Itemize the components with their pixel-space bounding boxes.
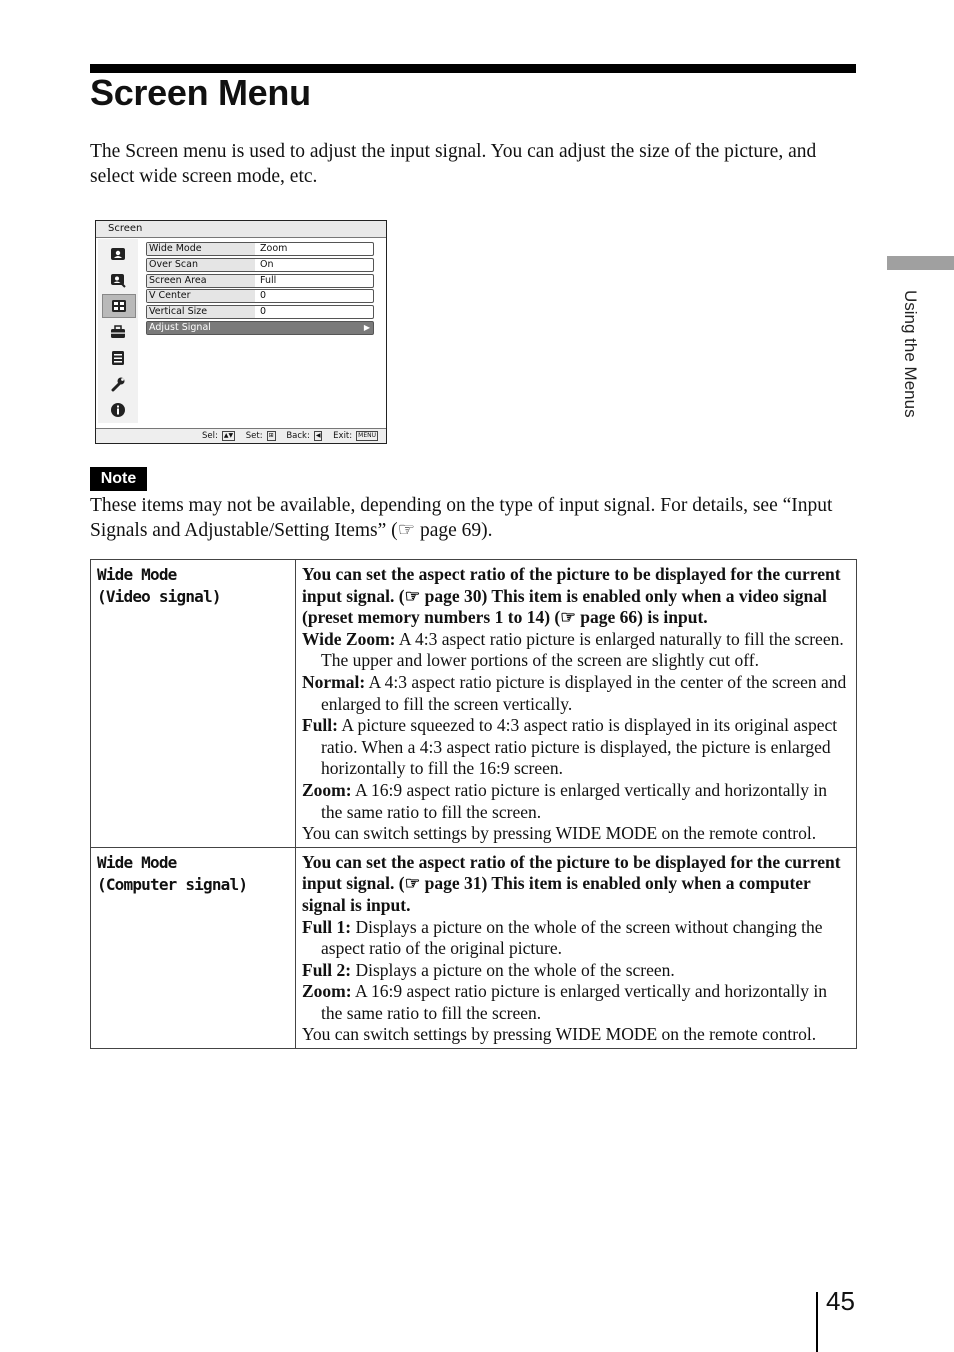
menu-icon-column — [98, 239, 138, 423]
menu-key-guide — [96, 428, 386, 443]
menu-settings-list — [146, 242, 374, 337]
guide-exit: Exit: MENU — [333, 431, 376, 441]
enter-key-icon: ⊞ — [268, 431, 274, 439]
toolbox-icon[interactable] — [102, 321, 134, 343]
wrench-icon[interactable] — [102, 373, 134, 395]
screen-icon[interactable] — [102, 294, 136, 318]
term-cell: Wide Mode (Video signal) — [91, 560, 296, 848]
menu-title-bar — [96, 221, 386, 238]
menu-row-v-center[interactable]: V Center 0 — [146, 289, 374, 303]
page-number-rule — [816, 1292, 818, 1352]
left-key-icon: ◀ — [315, 431, 321, 439]
picture-icon[interactable] — [102, 243, 134, 265]
menu-title: Screen — [108, 223, 143, 234]
intro-paragraph: The Screen menu is used to adjust the input signal. You can adjust the size of the picture, and select wide screen mode, etc. — [90, 141, 817, 187]
settings-table — [90, 559, 857, 1049]
table-row — [91, 847, 857, 1048]
menu-row-wide-mode[interactable]: Wide Mode Zoom — [146, 242, 374, 256]
table-row — [91, 560, 857, 848]
guide-back: Back: ◀ — [286, 431, 321, 441]
menu-row-over-scan[interactable]: Over Scan On — [146, 258, 374, 272]
menu-row-screen-area[interactable]: Screen Area Full — [146, 274, 374, 288]
guide-sel: Sel: ▲▼ — [201, 431, 234, 441]
screen-menu-illustration — [95, 220, 387, 444]
section-side-label: Using the Menus — [901, 290, 920, 418]
list-icon[interactable] — [102, 347, 134, 369]
submenu-arrow-icon: ▶ — [363, 322, 370, 332]
picture-adjust-icon[interactable] — [102, 269, 134, 291]
term-cell: Wide Mode (Computer signal) — [91, 847, 296, 1048]
updown-key-icon: ▲▼ — [223, 431, 234, 439]
info-icon[interactable] — [102, 399, 134, 421]
note-text: These items may not be available, depending on the type of input signal. For details, see “Input Signals and Adjustable/Setting Items” (☞ page 69). — [90, 495, 833, 541]
page-number: 45 — [826, 1286, 855, 1316]
description-cell: You can set the aspect ratio of the picture to be displayed for the current input signal. (☞ page 31) This item is enabled only when a computer signal is input. Full 1: Displays a picture on the whole of the screen without changing the aspect ratio of the original picture. Full 2: Displays a picture on the whole of the screen. Zoom: A 16:9 aspect ratio picture is enlarged vertically and horizontally in the same ratio to fill the screen. You can switch settings by pressing WIDE MODE on the remote control. — [296, 847, 857, 1048]
menu-row-vertical-size[interactable]: Vertical Size 0 — [146, 305, 374, 319]
menu-row-adjust-signal[interactable]: Adjust Signal ▶ — [146, 321, 374, 335]
menu-key-icon: MENU — [358, 431, 376, 439]
note-badge: Note — [90, 467, 147, 491]
page-title: Screen Menu — [90, 72, 311, 113]
guide-set: Set: ⊞ — [245, 431, 274, 441]
description-cell: You can set the aspect ratio of the picture to be displayed for the current input signal. (☞ page 30) This item is enabled only when a video signal (preset memory numbers 1 to 14) (☞ page 66) is input. Wide Zoom: A 4:3 aspect ratio picture is enlarged naturally to fill the screen. The upper and lower portions of the screen are slightly cut off. Normal: A 4:3 aspect ratio picture is displayed in the center of the screen and enlarged to fill the screen vertically. Full: A picture squeezed to 4:3 aspect ratio is displayed in its original aspect ratio. When a 4:3 aspect ratio picture is displayed, the picture is enlarged horizontally to fill the 16:9 screen. Zoom: A 16:9 aspect ratio picture is enlarged vertically and horizontally in the same ratio to fill the screen. You can switch settings by pressing WIDE MODE on the remote control. — [296, 560, 857, 848]
section-tab-marker — [887, 256, 954, 270]
